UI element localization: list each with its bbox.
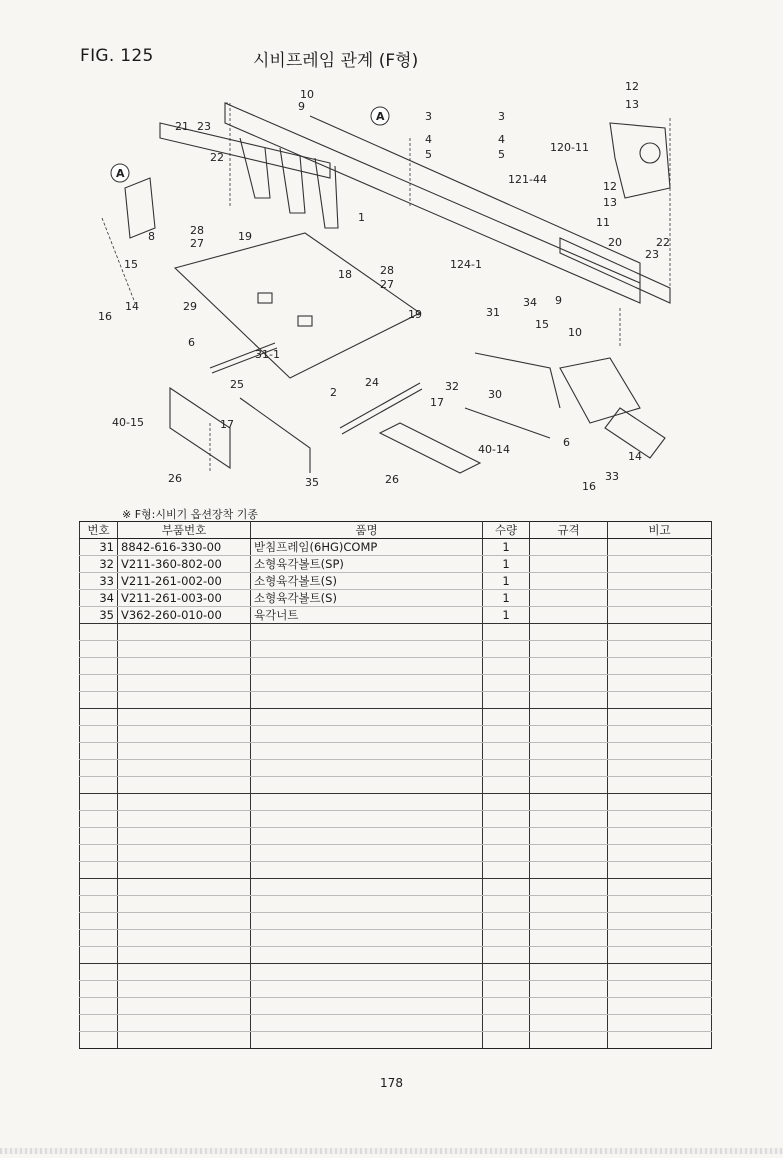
table-row (80, 794, 712, 811)
cell-no (80, 675, 118, 692)
svg-text:31: 31 (486, 306, 500, 319)
cell-qty (483, 930, 530, 947)
table-row (80, 607, 712, 624)
cell-qty (483, 709, 530, 726)
cell-no (80, 930, 118, 947)
cell-part-no (118, 828, 251, 845)
cell-qty: 1 (483, 607, 530, 624)
svg-text:5: 5 (498, 148, 505, 161)
svg-text:121-44: 121-44 (508, 173, 547, 186)
table-row (80, 692, 712, 709)
cell-qty (483, 828, 530, 845)
cell-remark (608, 760, 712, 777)
cell-no (80, 896, 118, 913)
table-row (80, 726, 712, 743)
cell-no (80, 1015, 118, 1032)
cell-remark (608, 658, 712, 675)
cell-spec (530, 692, 608, 709)
cell-name (251, 658, 483, 675)
cell-qty (483, 845, 530, 862)
cell-no (80, 811, 118, 828)
cell-remark (608, 964, 712, 981)
cell-part-no (118, 726, 251, 743)
cell-spec (530, 998, 608, 1015)
cell-part-no (118, 760, 251, 777)
svg-text:33: 33 (605, 470, 619, 483)
cell-name (251, 743, 483, 760)
cell-name (251, 862, 483, 879)
svg-text:4: 4 (498, 133, 505, 146)
cell-no (80, 760, 118, 777)
exploded-parts-diagram (80, 78, 710, 498)
svg-text:28: 28 (190, 224, 204, 237)
cell-name: 소형육각볼트(SP) (251, 556, 483, 573)
cell-qty (483, 692, 530, 709)
svg-text:26: 26 (385, 473, 399, 486)
col-header-name: 품명 (251, 522, 483, 539)
cell-no (80, 692, 118, 709)
svg-text:2: 2 (330, 386, 337, 399)
cell-part-no: V211-360-802-00 (118, 556, 251, 573)
cell-part-no: 8842-616-330-00 (118, 539, 251, 556)
svg-text:22: 22 (210, 151, 224, 164)
svg-text:12: 12 (625, 80, 639, 93)
svg-text:1: 1 (358, 211, 365, 224)
table-row (80, 947, 712, 964)
cell-spec (530, 556, 608, 573)
cell-name: 받침프레임(6HG)COMP (251, 539, 483, 556)
cell-qty (483, 964, 530, 981)
svg-text:11: 11 (596, 216, 610, 229)
cell-part-no (118, 777, 251, 794)
cell-no (80, 777, 118, 794)
svg-text:6: 6 (188, 336, 195, 349)
cell-spec (530, 624, 608, 641)
table-row (80, 1032, 712, 1049)
cell-remark (608, 556, 712, 573)
cell-no (80, 947, 118, 964)
svg-text:120-11: 120-11 (550, 141, 589, 154)
svg-text:9: 9 (298, 100, 305, 113)
cell-part-no (118, 811, 251, 828)
svg-text:23: 23 (645, 248, 659, 261)
cell-name (251, 624, 483, 641)
cell-part-no (118, 658, 251, 675)
cell-part-no (118, 964, 251, 981)
cell-part-no (118, 896, 251, 913)
cell-no (80, 658, 118, 675)
svg-text:3: 3 (425, 110, 432, 123)
svg-text:16: 16 (98, 310, 112, 323)
svg-text:9: 9 (555, 294, 562, 307)
col-header-spec: 규격 (530, 522, 608, 539)
cell-remark (608, 692, 712, 709)
cell-spec (530, 879, 608, 896)
cell-remark (608, 930, 712, 947)
cell-spec (530, 981, 608, 998)
cell-part-no (118, 913, 251, 930)
cell-no (80, 709, 118, 726)
cell-no (80, 845, 118, 862)
cell-qty (483, 1015, 530, 1032)
cell-part-no (118, 709, 251, 726)
cell-remark (608, 862, 712, 879)
col-header-no: 번호 (80, 522, 118, 539)
svg-text:17: 17 (430, 396, 444, 409)
cell-no: 32 (80, 556, 118, 573)
cell-name (251, 896, 483, 913)
cell-qty (483, 896, 530, 913)
svg-text:124-1: 124-1 (450, 258, 482, 271)
cell-qty (483, 658, 530, 675)
cell-part-no (118, 1032, 251, 1049)
cell-qty (483, 641, 530, 658)
cell-remark (608, 879, 712, 896)
cell-part-no: V211-261-003-00 (118, 590, 251, 607)
parts-table (79, 521, 712, 1049)
cell-part-no (118, 930, 251, 947)
cell-spec (530, 760, 608, 777)
cell-no (80, 743, 118, 760)
table-row (80, 828, 712, 845)
cell-qty (483, 624, 530, 641)
table-row (80, 641, 712, 658)
table-row (80, 845, 712, 862)
cell-spec (530, 964, 608, 981)
table-row (80, 743, 712, 760)
figure-number: FIG. 125 (80, 46, 154, 66)
table-row (80, 590, 712, 607)
cell-no: 31 (80, 539, 118, 556)
svg-text:31-1: 31-1 (255, 348, 280, 361)
option-note: ※ F형:시비기 옵션장착 기종 (122, 508, 258, 521)
cell-remark (608, 1015, 712, 1032)
svg-text:27: 27 (190, 237, 204, 250)
cell-name (251, 913, 483, 930)
svg-text:13: 13 (603, 196, 617, 209)
cell-no (80, 998, 118, 1015)
cell-part-no (118, 675, 251, 692)
table-row (80, 913, 712, 930)
table-row (80, 896, 712, 913)
cell-part-no (118, 641, 251, 658)
cell-name (251, 879, 483, 896)
cell-qty (483, 811, 530, 828)
cell-qty: 1 (483, 590, 530, 607)
cell-qty: 1 (483, 556, 530, 573)
col-header-part-no: 부품번호 (118, 522, 251, 539)
cell-no (80, 624, 118, 641)
cell-remark (608, 675, 712, 692)
cell-qty (483, 879, 530, 896)
svg-text:6: 6 (563, 436, 570, 449)
cell-part-no (118, 845, 251, 862)
diagram-svg (80, 78, 710, 498)
svg-text:18: 18 (338, 268, 352, 281)
svg-text:40-15: 40-15 (112, 416, 144, 429)
table-row (80, 981, 712, 998)
svg-text:15: 15 (124, 258, 138, 271)
svg-text:27: 27 (380, 278, 394, 291)
cell-no: 33 (80, 573, 118, 590)
table-row (80, 811, 712, 828)
cell-spec (530, 1032, 608, 1049)
col-header-qty: 수량 (483, 522, 530, 539)
cell-spec (530, 743, 608, 760)
table-row (80, 777, 712, 794)
svg-text:5: 5 (425, 148, 432, 161)
table-row (80, 930, 712, 947)
cell-no (80, 828, 118, 845)
cell-remark (608, 590, 712, 607)
cell-no (80, 879, 118, 896)
cell-no (80, 1032, 118, 1049)
svg-text:8: 8 (148, 230, 155, 243)
svg-text:3: 3 (498, 110, 505, 123)
svg-text:10: 10 (300, 88, 314, 101)
cell-part-no (118, 692, 251, 709)
svg-text:15: 15 (535, 318, 549, 331)
cell-spec (530, 726, 608, 743)
cell-name (251, 641, 483, 658)
cell-part-no (118, 947, 251, 964)
cell-no (80, 981, 118, 998)
svg-text:17: 17 (220, 418, 234, 431)
cell-remark (608, 794, 712, 811)
cell-name (251, 692, 483, 709)
svg-text:40-14: 40-14 (478, 443, 510, 456)
cell-spec (530, 539, 608, 556)
table-row (80, 539, 712, 556)
table-row (80, 964, 712, 981)
cell-spec (530, 913, 608, 930)
table-row (80, 573, 712, 590)
cell-spec (530, 607, 608, 624)
cell-name (251, 777, 483, 794)
cell-part-no (118, 794, 251, 811)
scan-edge (0, 1148, 783, 1154)
svg-text:29: 29 (183, 300, 197, 313)
cell-spec (530, 675, 608, 692)
cell-qty (483, 947, 530, 964)
cell-name: 육각너트 (251, 607, 483, 624)
cell-spec (530, 845, 608, 862)
cell-qty (483, 862, 530, 879)
svg-text:34: 34 (523, 296, 537, 309)
cell-name (251, 828, 483, 845)
cell-remark (608, 777, 712, 794)
cell-qty: 1 (483, 573, 530, 590)
cell-spec (530, 794, 608, 811)
table-row (80, 879, 712, 896)
cell-name (251, 845, 483, 862)
cell-remark (608, 913, 712, 930)
cell-name: 소형육각볼트(S) (251, 590, 483, 607)
cell-qty (483, 760, 530, 777)
cell-no (80, 964, 118, 981)
cell-spec (530, 828, 608, 845)
cell-name (251, 1032, 483, 1049)
cell-remark (608, 981, 712, 998)
cell-name (251, 760, 483, 777)
cell-no (80, 726, 118, 743)
cell-qty (483, 743, 530, 760)
svg-text:13: 13 (625, 98, 639, 111)
svg-text:12: 12 (603, 180, 617, 193)
cell-qty: 1 (483, 539, 530, 556)
cell-spec (530, 709, 608, 726)
cell-spec (530, 777, 608, 794)
svg-text:4: 4 (425, 133, 432, 146)
cell-no (80, 862, 118, 879)
figure-title: 시비프레임 관계 (F형) (253, 51, 419, 71)
cell-spec (530, 862, 608, 879)
cell-remark (608, 998, 712, 1015)
cell-name (251, 726, 483, 743)
cell-remark (608, 726, 712, 743)
cell-part-no: V211-261-002-00 (118, 573, 251, 590)
col-header-remark: 비고 (608, 522, 712, 539)
cell-remark (608, 828, 712, 845)
cell-spec (530, 573, 608, 590)
cell-name (251, 930, 483, 947)
cell-spec (530, 930, 608, 947)
svg-text:A: A (116, 167, 125, 180)
cell-spec (530, 641, 608, 658)
cell-spec (530, 590, 608, 607)
cell-part-no (118, 624, 251, 641)
cell-qty (483, 726, 530, 743)
cell-remark (608, 845, 712, 862)
cell-remark (608, 743, 712, 760)
table-row (80, 862, 712, 879)
svg-text:16: 16 (582, 480, 596, 493)
parts-table-body (80, 539, 712, 1049)
table-row (80, 675, 712, 692)
cell-part-no: V362-260-010-00 (118, 607, 251, 624)
cell-no: 34 (80, 590, 118, 607)
table-row (80, 1015, 712, 1032)
svg-text:23: 23 (197, 120, 211, 133)
cell-name (251, 675, 483, 692)
cell-spec (530, 811, 608, 828)
svg-text:25: 25 (230, 378, 244, 391)
cell-remark (608, 539, 712, 556)
svg-text:A: A (376, 110, 385, 123)
svg-text:20: 20 (608, 236, 622, 249)
cell-qty (483, 981, 530, 998)
cell-remark (608, 1032, 712, 1049)
cell-qty (483, 913, 530, 930)
cell-no (80, 913, 118, 930)
cell-part-no (118, 743, 251, 760)
table-row (80, 998, 712, 1015)
cell-remark (608, 811, 712, 828)
table-row (80, 709, 712, 726)
cell-name (251, 709, 483, 726)
cell-spec (530, 658, 608, 675)
cell-spec (530, 1015, 608, 1032)
cell-spec (530, 896, 608, 913)
page-number: 178 (380, 1076, 403, 1090)
cell-qty (483, 1032, 530, 1049)
cell-qty (483, 777, 530, 794)
cell-spec (530, 947, 608, 964)
cell-remark (608, 709, 712, 726)
parts-table-header (80, 522, 712, 539)
cell-remark (608, 947, 712, 964)
cell-qty (483, 998, 530, 1015)
svg-text:21: 21 (175, 120, 189, 133)
cell-name (251, 811, 483, 828)
cell-name (251, 964, 483, 981)
cell-no (80, 641, 118, 658)
cell-remark (608, 607, 712, 624)
cell-name: 소형육각볼트(S) (251, 573, 483, 590)
cell-remark (608, 896, 712, 913)
cell-part-no (118, 879, 251, 896)
cell-part-no (118, 1015, 251, 1032)
svg-text:28: 28 (380, 264, 394, 277)
svg-text:14: 14 (628, 450, 642, 463)
svg-text:19: 19 (238, 230, 252, 243)
cell-name (251, 981, 483, 998)
table-row (80, 658, 712, 675)
svg-text:22: 22 (656, 236, 670, 249)
cell-remark (608, 573, 712, 590)
cell-part-no (118, 981, 251, 998)
cell-part-no (118, 862, 251, 879)
table-row (80, 760, 712, 777)
cell-remark (608, 624, 712, 641)
cell-remark (608, 641, 712, 658)
cell-no: 35 (80, 607, 118, 624)
cell-qty (483, 675, 530, 692)
svg-text:35: 35 (305, 476, 319, 489)
svg-text:19: 19 (408, 308, 422, 321)
cell-name (251, 794, 483, 811)
cell-name (251, 998, 483, 1015)
svg-text:24: 24 (365, 376, 379, 389)
cell-name (251, 1015, 483, 1032)
cell-name (251, 947, 483, 964)
cell-part-no (118, 998, 251, 1015)
table-row (80, 624, 712, 641)
cell-no (80, 794, 118, 811)
svg-text:30: 30 (488, 388, 502, 401)
svg-text:14: 14 (125, 300, 139, 313)
table-row (80, 556, 712, 573)
svg-text:10: 10 (568, 326, 582, 339)
svg-text:32: 32 (445, 380, 459, 393)
cell-qty (483, 794, 530, 811)
svg-text:26: 26 (168, 472, 182, 485)
